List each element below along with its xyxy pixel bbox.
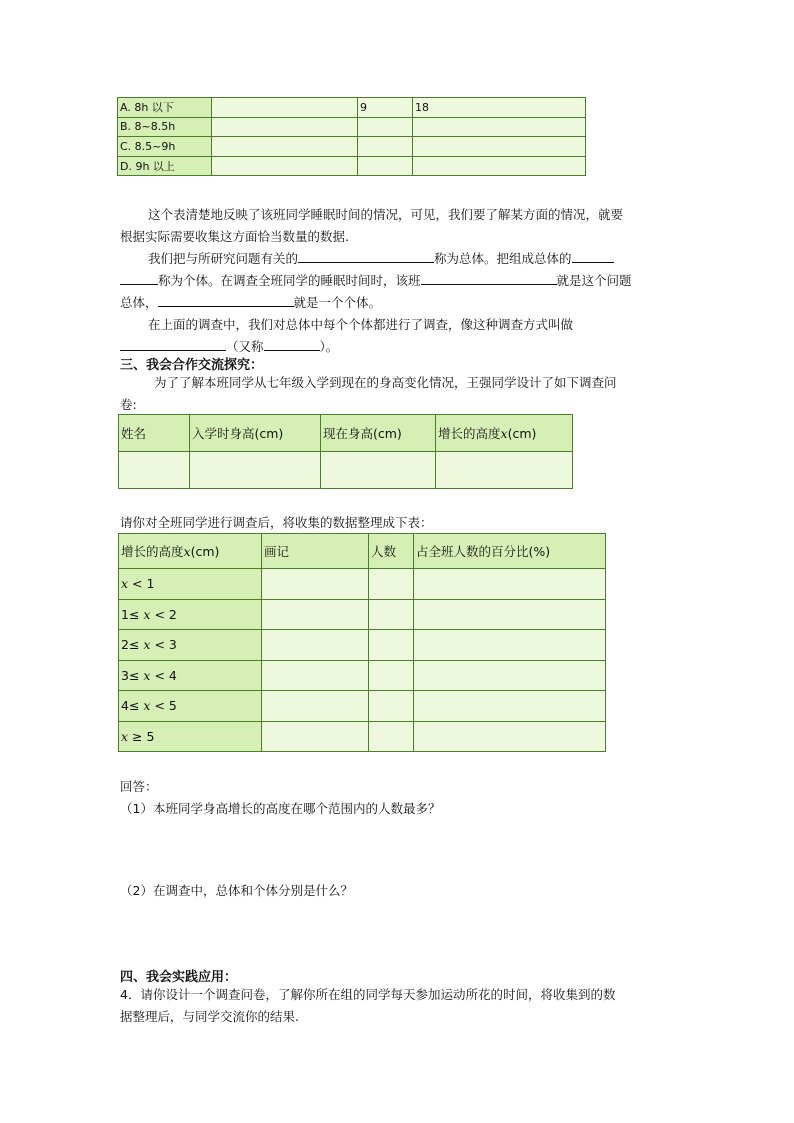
header-tally: 画记 [262, 534, 369, 569]
table-cell: 9 [358, 98, 413, 118]
blank-individual [120, 271, 158, 285]
table-row [119, 721, 606, 752]
section-heading-three: 三、我会合作交流探究： [120, 358, 264, 373]
blank-individual-example [158, 293, 294, 307]
tally-cell[interactable] [262, 691, 369, 722]
variable-x: x [500, 426, 508, 441]
text-span: 称为个体。在调查全班同学的睡眠时间时，该班 [158, 273, 421, 288]
tally-cell[interactable] [262, 660, 369, 691]
percentage-cell[interactable] [414, 691, 606, 722]
table-cell [413, 117, 586, 137]
paragraph-definition-line1 [120, 248, 708, 270]
text-span: 称为总体。把组成总体的 [434, 251, 572, 266]
table-row [119, 599, 606, 630]
input-current-height-cell[interactable] [321, 452, 436, 489]
tally-cell[interactable] [262, 630, 369, 661]
text-span: 就是这个问题 [556, 273, 632, 288]
text-span: 就是一个个体。 [293, 295, 382, 310]
text-span: ）。 [319, 339, 339, 354]
percentage-cell[interactable] [414, 630, 606, 661]
text-span: 1≤ [121, 606, 144, 622]
input-growth-cell[interactable] [436, 452, 573, 489]
range-cell [119, 569, 262, 600]
text-span: < 3 [150, 637, 177, 653]
text-span: ≥ 5 [128, 728, 155, 744]
count-cell[interactable] [369, 660, 414, 691]
variable-x: x [143, 667, 151, 683]
count-cell[interactable] [369, 630, 414, 661]
count-cell[interactable] [369, 599, 414, 630]
table-row [118, 137, 586, 157]
variable-x: x [183, 544, 191, 559]
section-heading-four: 四、我会实践应用： [120, 970, 238, 985]
text-span: < 4 [150, 667, 177, 683]
text-span: （又称 [226, 339, 264, 354]
text-span: 总体， [120, 295, 158, 310]
header-count: 人数 [369, 534, 414, 569]
header-growth [436, 415, 573, 452]
range-cell [119, 660, 262, 691]
sleep-option-c: C. 8.5~9h [118, 137, 212, 157]
header-percentage: 占全班人数的百分比(%) [414, 534, 606, 569]
sleep-time-table [117, 97, 586, 176]
variable-x: x [121, 728, 129, 744]
table-cell [212, 137, 358, 157]
variable-x: x [121, 576, 129, 592]
sleep-option-a: A. 8h 以下 [118, 98, 212, 118]
text-span: < 2 [150, 606, 177, 622]
count-cell[interactable] [369, 569, 414, 600]
paragraph-census-line1: 在上面的调查中，我们对总体中每个个体都进行了调查，像这种调查方式叫做 [148, 317, 574, 332]
paragraph-practice-line2: 据整理后，与同学交流你的结果. [120, 1009, 299, 1024]
table-row [119, 569, 606, 600]
question-1: （1）本班同学身高增长的高度在哪个范围内的人数最多？ [120, 801, 441, 816]
question-2: （2）在调查中，总体和个体分别是什么？ [120, 883, 353, 898]
text-span: (cm) [507, 426, 537, 441]
blank-census-alias [264, 337, 320, 351]
variable-x: x [143, 698, 151, 714]
text-span: 我们把与所研究问题有关的 [148, 251, 299, 266]
table-cell [413, 137, 586, 157]
text-span: 2≤ [121, 637, 144, 653]
table-row [119, 452, 573, 489]
table-row [119, 660, 606, 691]
header-current-height: 现在身高(cm) [321, 415, 436, 452]
paragraph-practice-line1: 4．请你设计一个调查问卷，了解你所在组的同学每天参加运动所花的时间，将收集到的数 [120, 987, 616, 1002]
table-cell [358, 156, 413, 176]
table-row [119, 415, 573, 452]
survey-table [118, 414, 573, 489]
tally-cell[interactable] [262, 599, 369, 630]
paragraph-survey-intro-line2: 卷: [120, 397, 137, 412]
paragraph-tally-intro: 请你对全班同学进行调查后，将收集的数据整理成下表： [120, 515, 433, 530]
percentage-cell[interactable] [414, 721, 606, 752]
text-span: < 5 [150, 698, 177, 714]
text-span: 4≤ [121, 698, 144, 714]
table-row [118, 98, 586, 118]
blank-total [298, 249, 434, 263]
sleep-option-b: B. 8~8.5h [118, 117, 212, 137]
table-cell [212, 156, 358, 176]
tally-cell[interactable] [262, 569, 369, 600]
table-cell [212, 98, 358, 118]
paragraph-conclusion-line2: 根据实际需要收集这方面恰当数量的数据. [120, 229, 349, 244]
range-cell [119, 721, 262, 752]
table-cell [413, 156, 586, 176]
table-row [118, 156, 586, 176]
percentage-cell[interactable] [414, 569, 606, 600]
percentage-cell[interactable] [414, 660, 606, 691]
paragraph-definition-line2 [120, 270, 680, 292]
blank-class-total [421, 271, 557, 285]
range-cell [119, 599, 262, 630]
table-row [118, 117, 586, 137]
variable-x: x [143, 606, 151, 622]
paragraph-conclusion-line1: 这个表清楚地反映了该班同学睡眠时间的情况，可见，我们要了解某方面的情况，就要 [148, 207, 624, 222]
table-cell [358, 117, 413, 137]
table-row [119, 630, 606, 661]
percentage-cell[interactable] [414, 599, 606, 630]
input-name-cell[interactable] [119, 452, 190, 489]
text-span: < 1 [128, 576, 155, 592]
text-span: 增长的高度 [121, 544, 184, 559]
header-growth-range [119, 534, 262, 569]
text-span: 增长的高度 [438, 426, 501, 441]
tally-cell[interactable] [262, 721, 369, 752]
count-cell[interactable] [369, 691, 414, 722]
blank-components [572, 249, 614, 263]
variable-x: x [143, 637, 151, 653]
table-row [119, 534, 606, 569]
text-span: (cm) [190, 544, 220, 559]
blank-census [120, 337, 226, 351]
header-entry-height: 入学时身高(cm) [190, 415, 321, 452]
count-cell[interactable] [369, 721, 414, 752]
range-cell [119, 691, 262, 722]
range-cell [119, 630, 262, 661]
table-cell [212, 117, 358, 137]
tally-table [118, 533, 606, 752]
answer-label: 回答： [120, 779, 158, 794]
paragraph-definition-line3 [120, 292, 680, 314]
text-span: 3≤ [121, 667, 144, 683]
sleep-option-d: D. 9h 以上 [118, 156, 212, 176]
paragraph-survey-intro-line1: 为了了解本班同学从七年级入学到现在的身高变化情况，王强同学设计了如下调查问 [154, 375, 617, 390]
input-entry-height-cell[interactable] [190, 452, 321, 489]
table-cell [358, 137, 413, 157]
header-name: 姓名 [119, 415, 190, 452]
table-cell: 18 [413, 98, 586, 118]
table-row [119, 691, 606, 722]
